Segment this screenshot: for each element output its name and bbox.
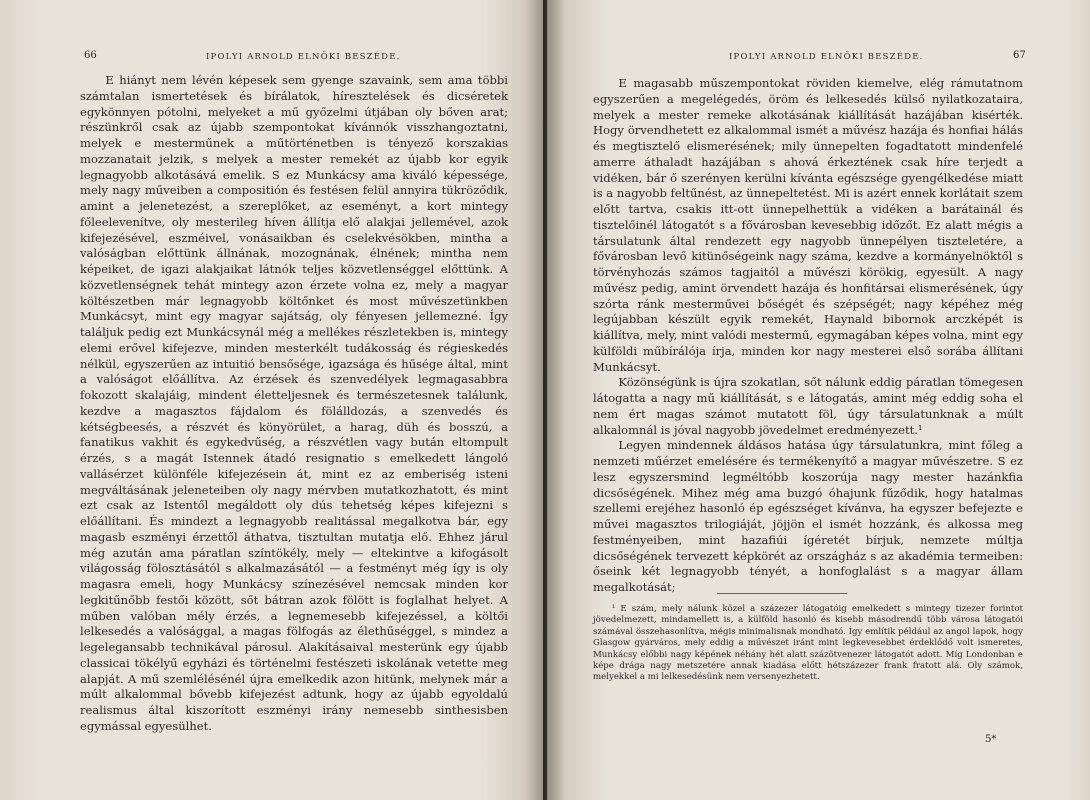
- running-head: IPOLYI ARNOLD ELNÖKI BESZÉDE.: [729, 52, 924, 62]
- page-number: 67: [1013, 50, 1026, 61]
- footnote: [593, 604, 1023, 684]
- body-text: [80, 73, 508, 735]
- paragraph: Legyen mindennek áldásos hatása úgy társulatunkra, mint főleg a nemzeti műérzet emelésére és termékenyítő a magyar művészetre. S ez lesz egyszersmind legméltóbb koszorúja nagy mester hazánkfia dicsőségének. Mihez még ama buzgó óhajunk fűződik, hogy hatalmas szellemi erejéhez hasonló ép egészséget kívánva, ha egyszer befejezte e művei magasztos trilogiáját, jöjjön el ismét hozzánk, és alkossa meg festményeiben, mint hazafiúi ígéretét bírjuk, nemzete múltja dicsőségének tervezett képkörét az országház s az akadémia termeiben: őseink két legnagyobb tényét, a honfoglalást s a magyar állam megalkotását;: [593, 438, 1023, 594]
- paragraph: Közönségünk is újra szokatlan, sőt nálunk eddig páratlan tömegesen látogatta a nagy mű kiállítását, s e látogatás, amint még eddig soha el nem ért magas számot mutatott föl, úgy társulatunknak a múlt alkalomnál is jóval nagyobb jövedelmet eredményezett.¹: [593, 375, 1023, 437]
- footnote-divider: [717, 593, 847, 594]
- right-page: [547, 0, 1090, 800]
- left-page: [0, 0, 543, 800]
- signature-mark: 5*: [985, 734, 997, 745]
- running-head: IPOLYI ARNOLD ELNÖKI BESZÉDE.: [206, 52, 401, 62]
- paragraph: E magasabb műszempontokat röviden kiemelve, elég rámutatnom egyszerűen a megelégedés, öröm és lelkesedés külső nyilatkozataira, melyek a mester remeke alkotásának kiállítását hazájában kisérték. Hogy örvendhetett ez alkalommal ismét a művész hazája és honfiai hálás és megtisztelő elismerésének; mily ünnepelten fogadtatott mindenfelé amerre áthaladt hazájában s ahová érkeztének csak híre terjedt a vidéken, bár ő szerényen kerülni kívánta egészsége gyengélkedése miatt is a nagyobb feltűnést, az ünnepeltetést. Mi is azért ennek korlátait szem előtt tartva, csakis itt-ott ünnepelhettük a vidéken a barátainál és tisztelőinél látogatót s a fővárosban kevesebbig időzőt. Ez alatt mégis a társulatunk által rendezett egy nagyobb ünnepélyen tiszteletére, a fővárosban levő kitünőségeink nagy száma, kezdve a kormányelnöktől s törvényhozás számos tagjaitól a művészi körökig, egyesült. A nagy művész pedig, amint örvendett hazája és honfitársai elismerésének, úgy szórta ránk mesterművei bőségét és szépségét; nagy képéhez még legújabban készült egyik remekét, Haynald bibornok arczképét is kiállítva, mely, mint valódi mestermű, egymagában képes volna, mint egy külföldi műbírálója írja, minden kor nagy mesterei első sorába állítani Munkácsyt.: [593, 76, 1023, 374]
- body-text: [593, 76, 1023, 596]
- paragraph: E hiányt nem lévén képesek sem gyenge szavaink, sem ama többi számtalan ismertetések és bírálatok, híresztelések és dicséretek egykönnyen pótolni, melyeket a mű győzelmi útjában oly bőven arat; részünkről csak az újabb szempontokat kívánnók visszhangoztatni, melyek e mesterműnek a műtörténetben is tényező korszakias mozzanatait jelzik, s melyek a mester remekét az újabb kor egyik legnagyobb alkotásává emelik. S ez Munkácsy ama kiváló képessége, mely nagy műveiben a compositión és festésen felül annyira tükröződik, amint a jelenetezést, a szereplőket, az eseményt, a kort mintegy főleelevenítve, oly mesterileg híven állítja elő alakjai jellemével, azok kifejezésével, eszméivel, vonásaikban és cselekvésökben, mintha a valóságban előttünk állnának, mozognának, élnének; mintha nem képeiket, de igazi alakjaikat látnók teljes közvetlenséggel előttünk. A közvetlenségnek tehát mintegy azon érzete volna ez, mely a magyar költészetben már legnagyobb költőnket és most művészetünkben Munkácsyt, mint egy magyar sajátság, oly fényesen jellemezné. Így találjuk pedig ezt Munkácsynál még a mellékes részletekben is, mintegy elemi erővel kifejezve, minden mesterkélt tudákosság és régieskedés nélkül, egyszerűen az intuitió bensősége, igazsága és hűsége által, mint a valóságot előállítva. Az érzések és szenvedélyek legmagasabbra fokozott skalajáig, mindent életteljesnek és természetesnek találunk, kezdve a magasztos fájdalom és fölálldozás, a szenvedés és kétségbeesés, a részvét és könyörület, a harag, düh és bosszú, a fanatikus vakhit és egykedvűség, a részvétlen vagy bután eltompult érzés, s a magát Istennek átadó resignatio s emelkedett lángoló vallásérzet különféle kifejezésein át, mint ez az emberiség isteni megváltásának jeleneteiben oly nagy mérvben mutatkozhatott, és mint ezt csak az Istentől megáldott oly dús tehetség képes kifejezni s előállítani. És mindezt a legnagyobb realitással megalkotva bár, egy magasb eszményi érzettől áthatva, tisztultan mutatja elő. Ehhez járul még azután ama páratlan színtökély, mely — eltekintve a kifogásolt világosság fölosztásától s alkalmazásától — a festményt még így is oly magasra emeli, hogy Munkácsy színezésével nemcsak minden kor legkitűnőbb festői között, sőt bátran azok fölött is foglalhat helyet. A műben valóban mély érzés, a legnemesebb kifejezéssel, a költői lelkesedés a valósággal, a magas fölfogás az élethűséggel, s mindez a legelegansabb technikával párosul. Alakításaival mesterünk egy újabb classicai tökélyű egyházi és történelmi festészeti iskolának vetette meg alapját. A mű szemlélésénél újra emelkedik azon hitünk, melynek már a múlt alkalommal bővebb kifejezést adtunk, hogy az újabb egyoldalú realismus által kiszorított eszményi irány nemesebb sinthesisben egymással egyesülhet.: [80, 73, 508, 733]
- footnote-text: ¹ E szám, mely nálunk közel a százezer látogatóig emelkedett s mintegy tizezer forintot jövedelmezett, mindamellett is, a külföld hasonló és kisebb másodrendű több városa látogatói számával összehasonlítva, mégis minimalisnak mondható. Így említik például az angol lapok, hogy Glasgow gyárváros, mely eddig a művészet iránt mint legkevesebbet érdeklődő volt ismeretes, Munkácsy előbbi nagy képének néhány hét alatt százötvenezer látogatót adott. Míg Londonban e képe drága nagy metszetére annak kiadása előtt hétszázezer frank fratott alá. Oly számok, melyekkel a mi lelkesedésünk nem versenyezhetett.: [593, 604, 1023, 683]
- page-number: 66: [84, 50, 97, 61]
